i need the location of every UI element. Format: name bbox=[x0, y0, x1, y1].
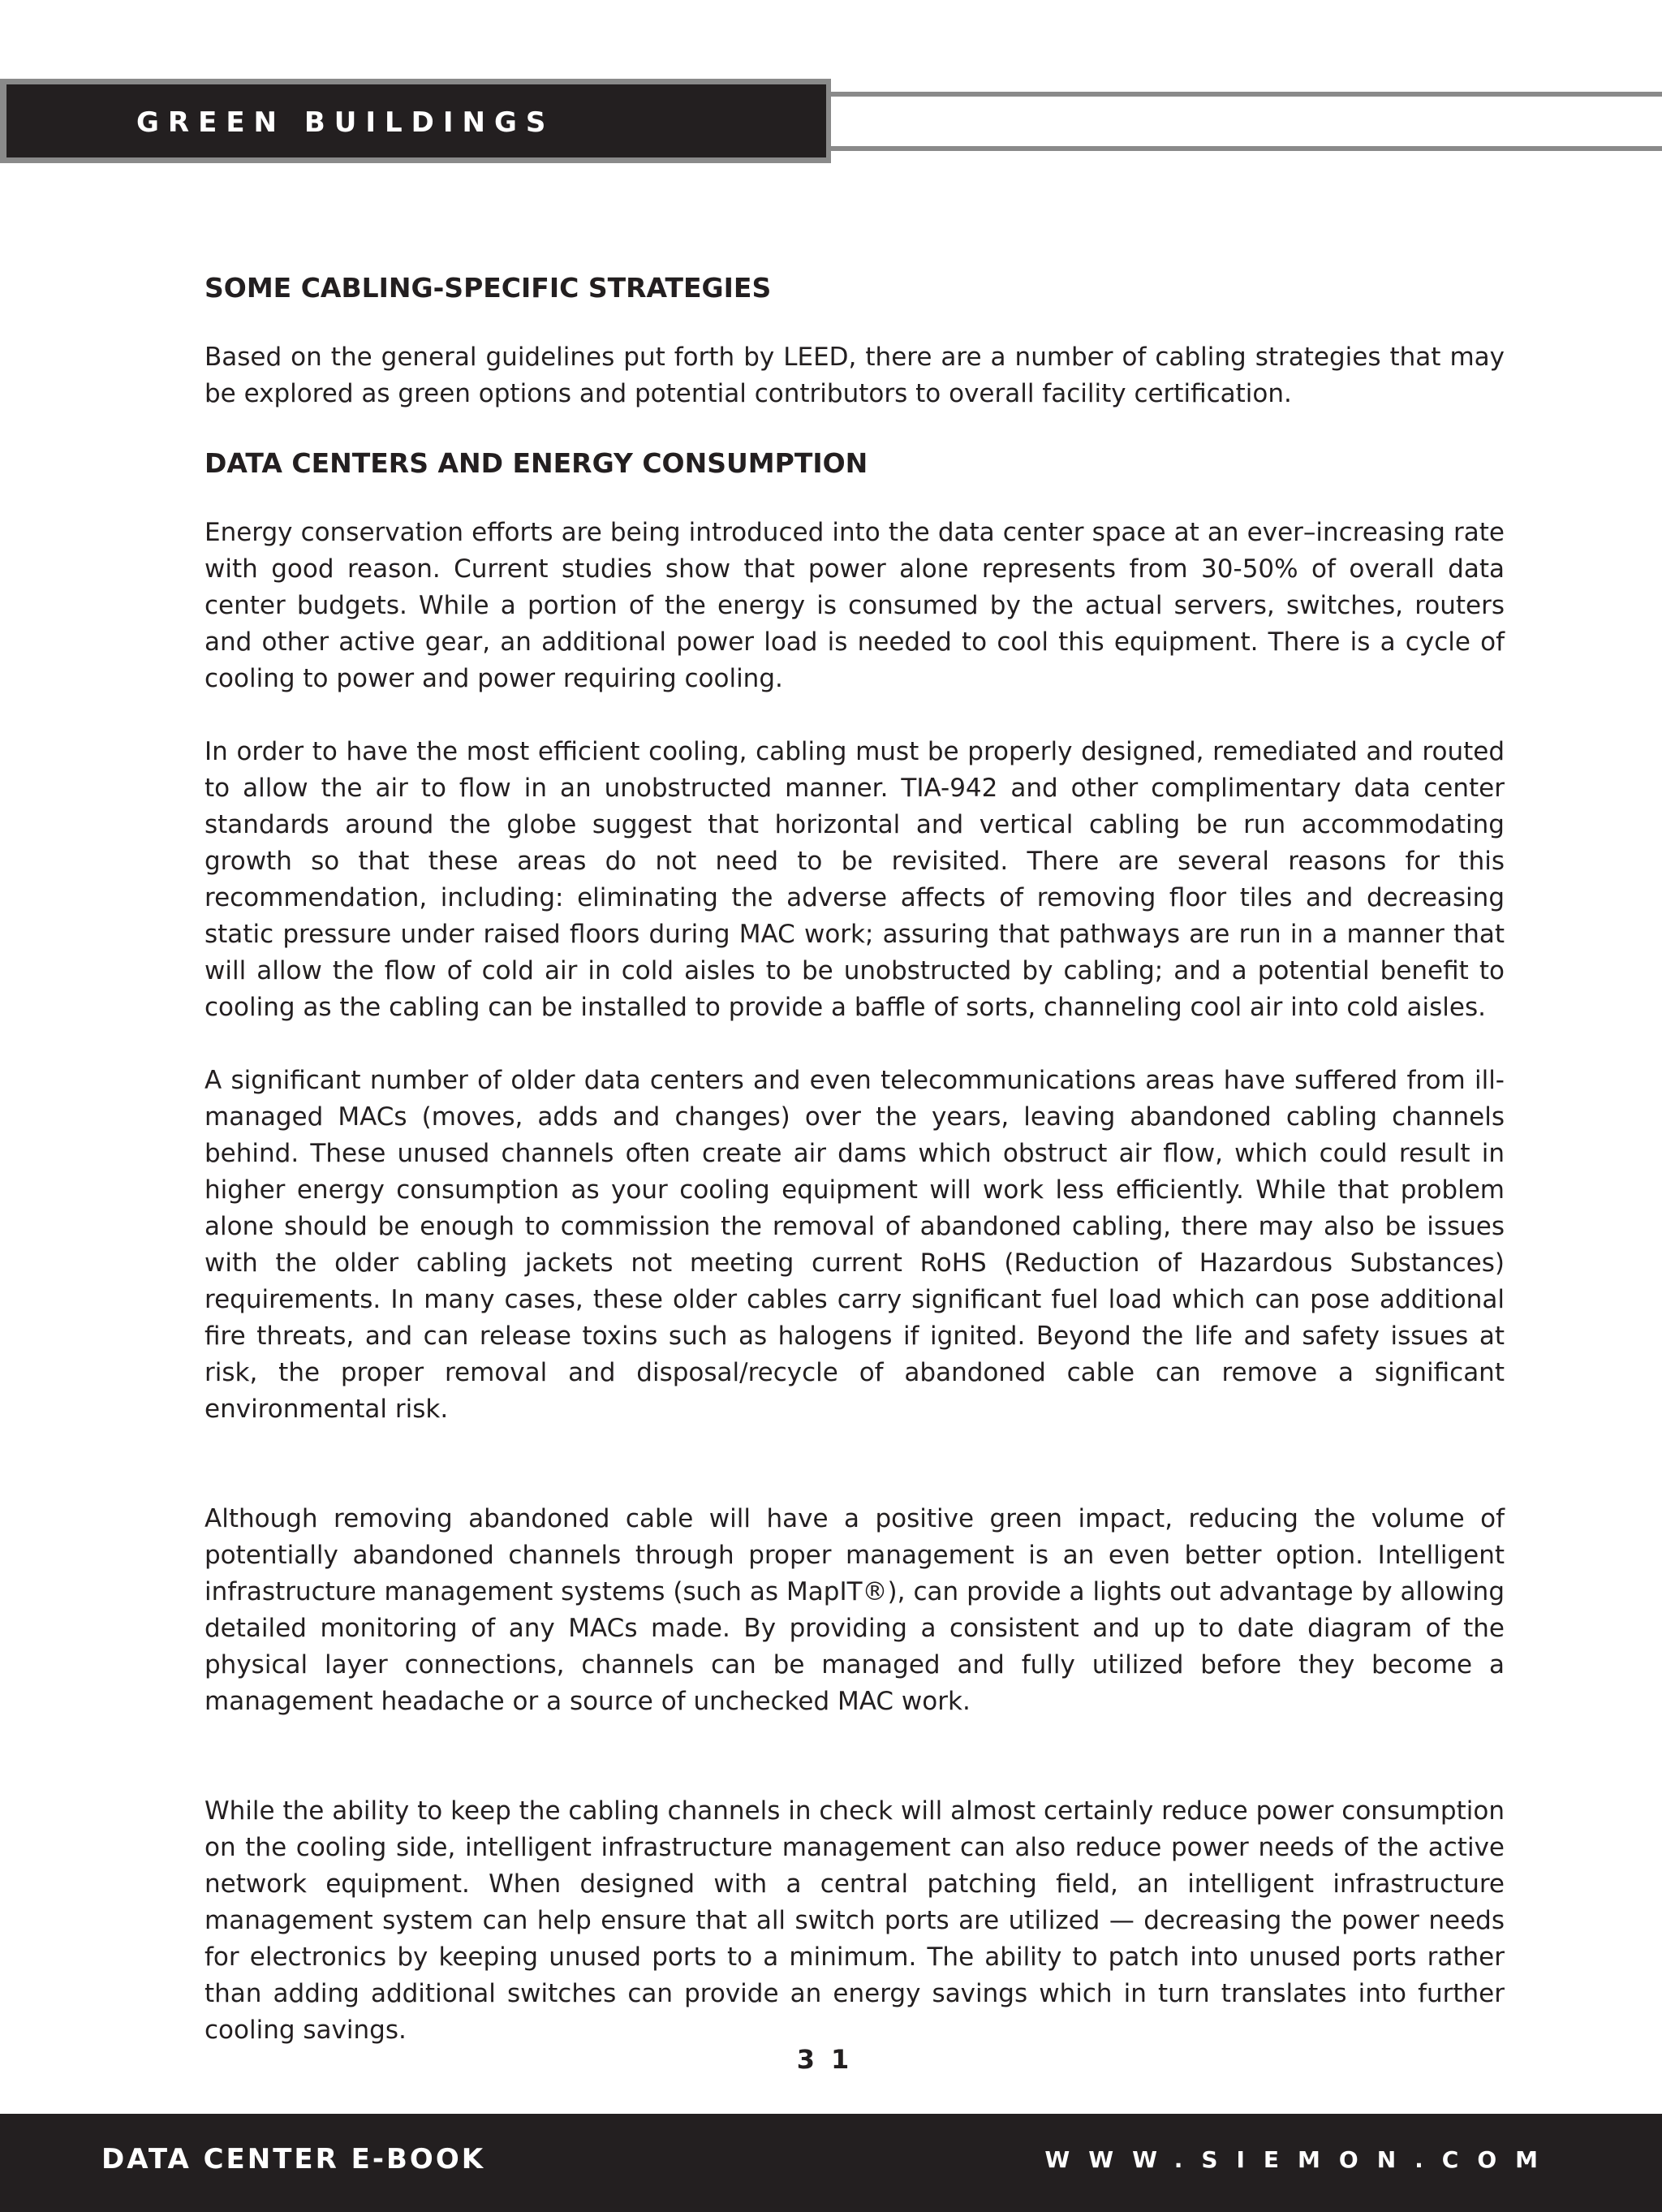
footer-publication-title: DATA CENTER E-BOOK bbox=[101, 2143, 486, 2175]
heading-energy-consumption: DATA CENTERS AND ENERGY CONSUMPTION bbox=[205, 447, 868, 479]
paragraph-abandoned-cabling: A significant number of older data centers and even telecommunications areas have suffered from ill-managed MACs (moves, adds and changes) over the years, leaving abandoned cabling channels behind. These unused channels often create air dams which obstruct air flow, which could result in higher energy consumption as your cooling equipment will work less efficiently. While that problem alone should be enough to commission the removal of abandoned cabling, there may also be issues with the older cabling jackets not meeting current RoHS (Reduction of Hazardous Substances) requirements. In many cases, these older cables carry significant fuel load which can pose additional fire threats, and can release toxins such as halogens if ignited. Beyond the life and safety issues at risk, the proper removal and disposal/recycle of abandoned cable can remove a significant environmental risk. bbox=[205, 1066, 1505, 1424]
footer-website-link[interactable]: WWW.SIEMON.COM bbox=[1044, 2146, 1557, 2173]
paragraph-leed-strategies: Based on the general guidelines put forth by LEED, there are a number of cabling strategies that may be explored as green options and potential contributors to overall facility certification. bbox=[205, 343, 1505, 408]
header-rule-top bbox=[831, 92, 1662, 97]
footer-bar bbox=[0, 2114, 1662, 2212]
page-number: 31 bbox=[796, 2044, 866, 2075]
header-rule-bottom bbox=[831, 146, 1662, 151]
page-content bbox=[205, 268, 1505, 2049]
heading-cabling-strategies: SOME CABLING-SPECIFIC STRATEGIES bbox=[205, 272, 772, 304]
paragraph-power-savings: While the ability to keep the cabling channels in check will almost certainly reduce power consumption on the cooling side, intelligent infrastructure management can also reduce power needs of the active network equipment. When designed with a central patching field, an intelligent infrastructure management system can help ensure that all switch ports are utilized — decreasing the power needs for electronics by keeping unused ports to a minimum. The ability to patch into unused ports rather than adding additional switches can provide an energy savings which in turn translates into further cooling savings. bbox=[205, 1796, 1505, 2045]
section-title: GREEN BUILDINGS bbox=[136, 106, 555, 139]
paragraph-efficient-cooling: In order to have the most efficient cooling, cabling must be properly designed, remediated and routed to allow the air to flow in an unobstructed manner. TIA-942 and other complimentary data center standards around the globe suggest that horizontal and vertical cabling be run accommodating growth so that these areas do not need to be revisited. There are several reasons for this recommendation, including: eliminating the adverse affects of removing floor tiles and decreasing static pressure under raised floors during MAC work; assuring that pathways are run in a manner that will allow the flow of cold air in cold aisles to be unobstructed by cabling; and a potential benefit to cooling as the cabling can be installed to provide a baffle of sorts, channeling cool air into cold aisles. bbox=[205, 737, 1505, 1022]
paragraph-energy-conservation: Energy conservation efforts are being introduced into the data center space at an ever–increasing rate with good reason. Current studies show that power alone represents from 30-50% of overall data center budgets. While a portion of the energy is consumed by the actual servers, switches, routers and other active gear, an additional power load is needed to cool this equipment. There is a cycle of cooling to power and power requiring cooling. bbox=[205, 518, 1505, 693]
paragraph-infrastructure-management: Although removing abandoned cable will have a positive green impact, reducing the volume of potentially abandoned channels through proper management is an even better option. Intelligent infrastructure management systems (such as MapIT®), can provide a lights out advantage by allowing detailed monitoring of any MACs made. By providing a consistent and up to date diagram of the physical layer connections, channels can be managed and fully utilized before they become a management headache or a source of unchecked MAC work. bbox=[205, 1504, 1505, 1716]
